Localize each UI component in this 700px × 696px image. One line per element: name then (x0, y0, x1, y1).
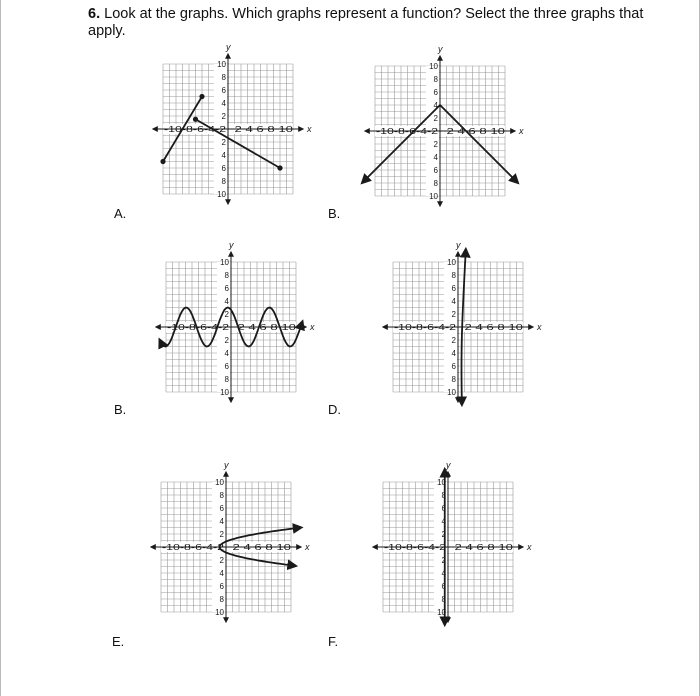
y-tick-label: 2 (224, 336, 229, 345)
y-tick-label: 4 (224, 297, 229, 306)
coordinate-plane (166, 240, 315, 397)
y-tick-label: 6 (219, 504, 224, 513)
x-axis-label: x (519, 126, 524, 136)
y-tick-label: 8 (224, 375, 229, 384)
y-tick-label: 6 (451, 362, 456, 371)
y-axis-label: y (229, 240, 234, 250)
y-tick-label: 6 (224, 284, 229, 293)
y-tick-label: 2 (433, 114, 438, 123)
graph-b-top-label: B. (328, 206, 341, 221)
x-tick-labels-positive: 2 4 6 8 10 (232, 543, 292, 552)
y-tick-label: 10 (437, 608, 446, 617)
question-text (88, 6, 668, 40)
x-tick-labels-negative: -10-8-6-4-2 (164, 125, 227, 134)
y-tick-label: 6 (433, 88, 438, 97)
y-tick-label: 10 (429, 192, 438, 201)
y-tick-label: 10 (447, 388, 456, 397)
y-tick-label: 4 (221, 99, 226, 108)
x-tick-labels-positive: 2 4 6 8 10 (237, 323, 297, 332)
y-tick-label: 10 (217, 190, 226, 199)
y-tick-label: 2 (219, 530, 224, 539)
y-tick-label: 8 (219, 491, 224, 500)
x-tick-labels-negative: -10-8-6-4-2 (394, 323, 457, 332)
y-tick-label: 6 (224, 362, 229, 371)
y-tick-label: 4 (433, 101, 438, 110)
x-tick-labels-positive: 2 4 6 8 10 (454, 543, 514, 552)
x-tick-labels-negative: -10-8-6-4-2 (162, 543, 225, 552)
y-tick-label: 10 (215, 608, 224, 617)
y-tick-label: 10 (217, 60, 226, 69)
y-tick-label: 2 (221, 138, 226, 147)
y-tick-label: 2 (219, 556, 224, 565)
y-tick-label: 2 (451, 336, 456, 345)
y-tick-label: 4 (433, 153, 438, 162)
y-tick-label: 6 (433, 166, 438, 175)
graph-e-label: E. (112, 634, 125, 649)
x-axis-label: x (307, 124, 312, 134)
y-tick-label: 6 (221, 86, 226, 95)
y-tick-label: 4 (221, 151, 226, 160)
y-tick-label: 2 (451, 310, 456, 319)
y-tick-label: 10 (447, 258, 456, 267)
y-tick-label: 4 (441, 517, 446, 526)
x-axis-label: x (537, 322, 542, 332)
y-tick-label: 4 (451, 297, 456, 306)
coordinate-plane (163, 42, 312, 199)
y-tick-label: 6 (451, 284, 456, 293)
y-tick-label: 2 (441, 556, 446, 565)
x-axis-label: x (527, 542, 532, 552)
y-tick-label: 4 (219, 517, 224, 526)
coordinate-plane (383, 460, 532, 617)
x-tick-labels-positive: 2 4 6 8 10 (446, 127, 506, 136)
y-tick-label: 8 (451, 271, 456, 280)
question-prompt: Look at the graphs. Which graphs represent a function? Select the three graphs that apply. (88, 6, 644, 39)
coordinate-plane (393, 240, 542, 397)
y-tick-label: 8 (221, 73, 226, 82)
x-tick-labels-negative: -10-8-6-4-2 (167, 323, 230, 332)
y-tick-label: 2 (441, 530, 446, 539)
y-tick-label: 8 (433, 179, 438, 188)
y-tick-label: 6 (219, 582, 224, 591)
graph-point (193, 117, 198, 122)
y-axis-label: y (446, 460, 451, 470)
x-tick-labels-negative: -10-8-6-4-2 (384, 543, 447, 552)
question-number: 6. (88, 6, 101, 22)
x-tick-labels-positive: 2 4 6 8 10 (464, 323, 524, 332)
y-tick-label: 8 (441, 491, 446, 500)
graph-a-label: A. (114, 206, 127, 221)
x-axis-label: x (310, 322, 315, 332)
y-tick-label: 2 (221, 112, 226, 121)
x-tick-labels-positive: 2 4 6 8 10 (234, 125, 294, 134)
y-tick-label: 8 (451, 375, 456, 384)
y-tick-label: 4 (441, 569, 446, 578)
y-tick-label: 6 (441, 504, 446, 513)
y-tick-label: 10 (220, 258, 229, 267)
x-tick-labels-negative: -10-8-6-4-2 (376, 127, 439, 136)
y-tick-label: 4 (451, 349, 456, 358)
graph-d-label: D. (328, 402, 341, 417)
y-tick-label: 8 (219, 595, 224, 604)
y-axis-label: y (224, 460, 229, 470)
coordinate-plane (161, 460, 310, 617)
y-tick-label: 4 (224, 349, 229, 358)
x-axis-label: x (305, 542, 310, 552)
y-tick-label: 8 (221, 177, 226, 186)
y-tick-label: 4 (219, 569, 224, 578)
y-tick-label: 6 (221, 164, 226, 173)
y-tick-label: 6 (441, 582, 446, 591)
graph-b-middle-label: B. (114, 402, 127, 417)
y-tick-label: 10 (437, 478, 446, 487)
y-tick-label: 2 (224, 310, 229, 319)
y-tick-label: 10 (215, 478, 224, 487)
y-tick-label: 8 (441, 595, 446, 604)
y-axis-label: y (438, 44, 443, 54)
y-axis-label: y (456, 240, 461, 250)
y-tick-label: 10 (220, 388, 229, 397)
graph-point (160, 159, 165, 164)
y-tick-label: 8 (433, 75, 438, 84)
graph-f-label: F. (328, 634, 339, 649)
coordinate-plane (375, 44, 524, 201)
y-tick-label: 10 (429, 62, 438, 71)
graph-point (277, 165, 282, 170)
y-tick-label: 8 (224, 271, 229, 280)
graph-point (199, 94, 204, 99)
y-axis-label: y (226, 42, 231, 52)
y-tick-label: 2 (433, 140, 438, 149)
